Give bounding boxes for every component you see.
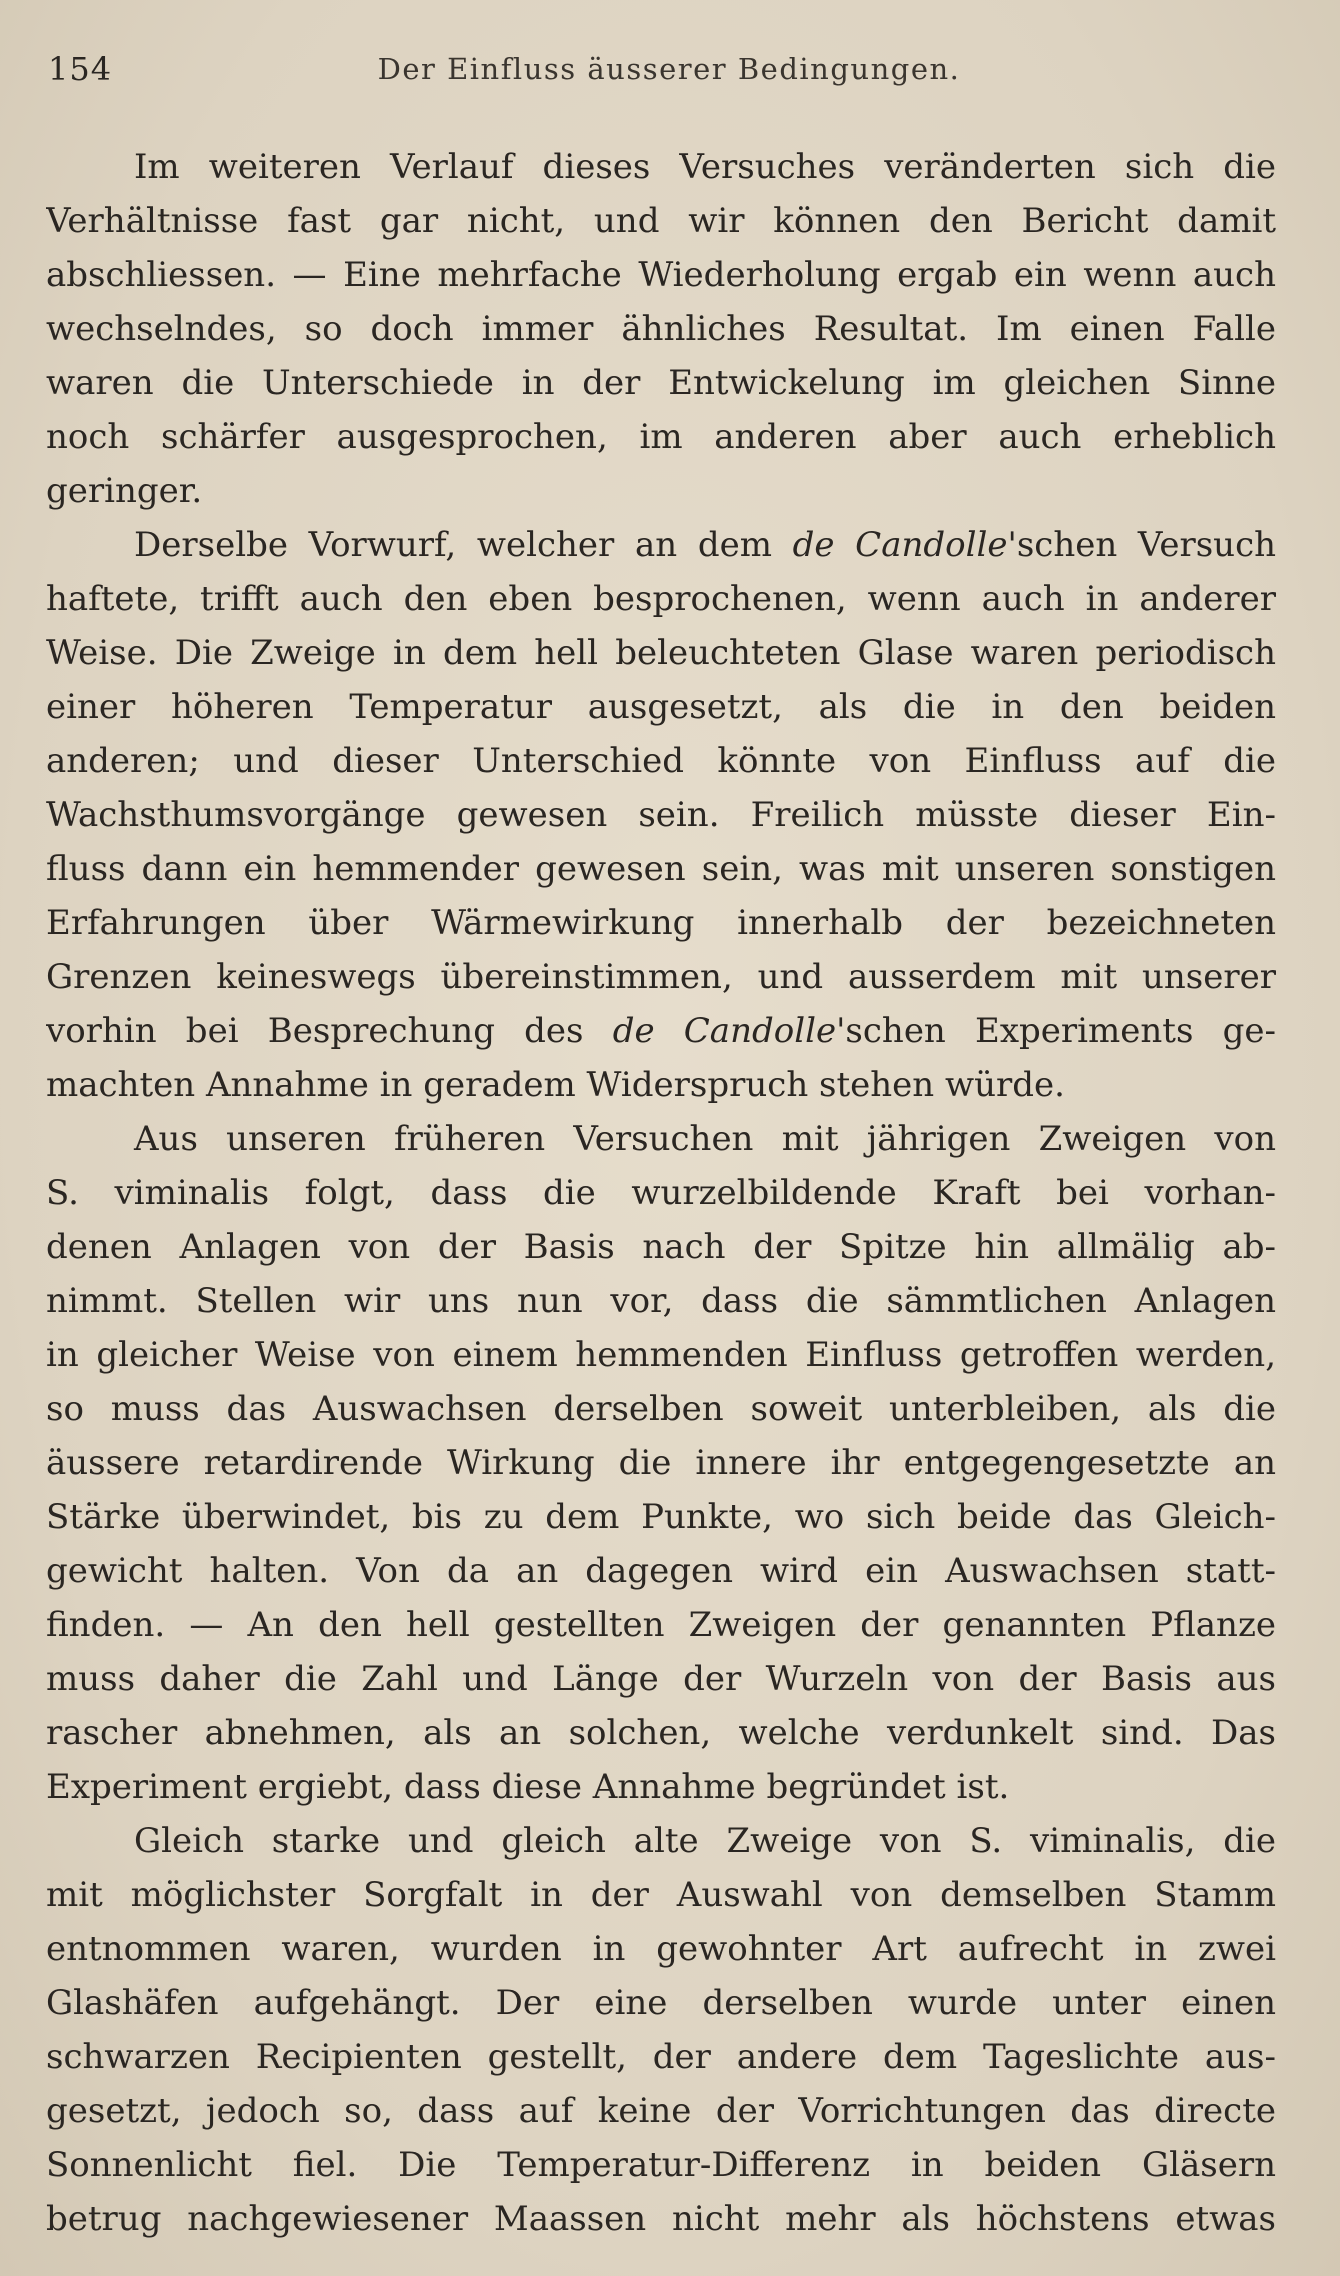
page-header [48, 50, 1290, 98]
text-line: geringer. [46, 471, 203, 511]
text-segment: Derselbe Vorwurf, welcher an dem [134, 525, 793, 565]
text-segment: 'schen Experiments ge- [836, 1011, 1276, 1051]
text-line [46, 1004, 1276, 1058]
text-line: so muss das Auswachsen derselben soweit unterbleiben, als die [46, 1389, 1276, 1429]
text-line: abschliessen. — Eine mehrfache Wiederholung ergab ein wenn auch [46, 255, 1276, 295]
text-line [46, 518, 1276, 572]
text-line: Glashäfen aufgehängt. Der eine derselben wurde unter einen [46, 1983, 1276, 2023]
text-line: Experiment ergiebt, dass diese Annahme begründet ist. [46, 1767, 1010, 1807]
text-line: fluss dann ein hemmender gewesen sein, was mit unseren sonstigen [46, 849, 1276, 889]
text-line: rascher abnehmen, als an solchen, welche verdunkelt sind. Das [46, 1713, 1276, 1753]
text-line: Aus unseren früheren Versuchen mit jährigen Zweigen von [134, 1119, 1276, 1159]
text-segment: vorhin bei Besprechung des [46, 1011, 613, 1051]
text-line: Stärke überwindet, bis zu dem Punkte, wo sich beide das Gleich- [46, 1497, 1276, 1537]
text-line: Verhältnisse fast gar nicht, und wir können den Bericht damit [46, 201, 1276, 241]
body-text [46, 140, 1276, 2246]
text-line: denen Anlagen von der Basis nach der Spitze hin allmälig ab- [46, 1227, 1276, 1267]
text-line: wechselndes, so doch immer ähnliches Resultat. Im einen Falle [46, 309, 1276, 349]
page-number: 154 [48, 50, 113, 88]
text-line: waren die Unterschiede in der Entwickelung im gleichen Sinne [46, 363, 1276, 403]
italic-name: de Candolle [792, 525, 1008, 565]
text-line: Im weiteren Verlauf dieses Versuches veränderten sich die [134, 147, 1276, 187]
text-line: finden. — An den hell gestellten Zweigen der genannten Pflanze [46, 1605, 1276, 1645]
text-line: gesetzt, jedoch so, dass auf keine der Vorrichtungen das directe [46, 2091, 1276, 2131]
text-line: Grenzen keineswegs übereinstimmen, und ausserdem mit unserer [46, 957, 1276, 997]
text-line: entnommen waren, wurden in gewohnter Art aufrecht in zwei [46, 1929, 1276, 1969]
text-line: Weise. Die Zweige in dem hell beleuchteten Glase waren periodisch [46, 633, 1276, 673]
running-title: Der Einfluss äusserer Bedingungen. [377, 52, 961, 86]
text-line: schwarzen Recipienten gestellt, der andere dem Tageslichte aus- [46, 2037, 1276, 2077]
text-line: in gleicher Weise von einem hemmenden Einfluss getroffen werden, [46, 1335, 1276, 1375]
text-line: Wachsthumsvorgänge gewesen sein. Freilich müsste dieser Ein- [46, 795, 1276, 835]
text-line: nimmt. Stellen wir uns nun vor, dass die sämmtlichen Anlagen [46, 1281, 1276, 1321]
text-line: haftete, trifft auch den eben besprochenen, wenn auch in anderer [46, 579, 1276, 619]
text-line: Erfahrungen über Wärmewirkung innerhalb der bezeichneten [46, 903, 1276, 943]
text-line: gewicht halten. Von da an dagegen wird ein Auswachsen statt- [46, 1551, 1276, 1591]
text-line: Gleich starke und gleich alte Zweige von S. viminalis, die [134, 1821, 1276, 1861]
text-line: Sonnenlicht fiel. Die Temperatur-Differenz in beiden Gläsern [46, 2145, 1276, 2185]
text-line: einer höheren Temperatur ausgesetzt, als die in den beiden [46, 687, 1276, 727]
text-line: äussere retardirende Wirkung die innere ihr entgegengesetzte an [46, 1443, 1276, 1483]
text-line: anderen; und dieser Unterschied könnte von Einfluss auf die [46, 741, 1276, 781]
text-line: machten Annahme in geradem Widerspruch stehen würde. [46, 1065, 1065, 1105]
text-line: betrug nachgewiesener Maassen nicht mehr als höchstens etwas [46, 2199, 1276, 2239]
text-line: S. viminalis folgt, dass die wurzelbildende Kraft bei vorhan- [46, 1173, 1276, 1213]
text-line: muss daher die Zahl und Länge der Wurzeln von der Basis aus [46, 1659, 1276, 1699]
italic-name: de Candolle [612, 1011, 837, 1051]
text-line: mit möglichster Sorgfalt in der Auswahl von demselben Stamm [46, 1875, 1276, 1915]
text-line: noch schärfer ausgesprochen, im anderen aber auch erheblich [46, 417, 1276, 457]
text-segment: 'schen Versuch [1007, 525, 1276, 565]
